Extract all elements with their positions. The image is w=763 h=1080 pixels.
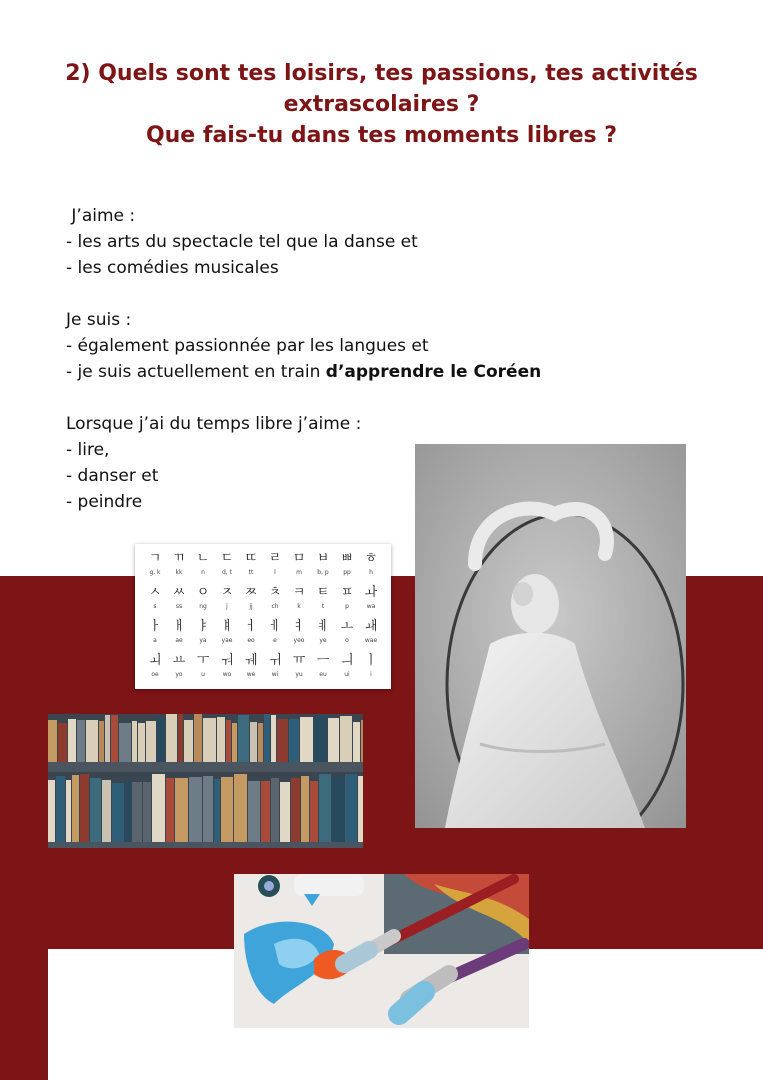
hangul-char: ㅚ — [148, 653, 162, 668]
red-band-left-strip — [0, 949, 48, 1080]
hangul-romanization: e — [273, 637, 277, 644]
book-spine — [112, 783, 124, 842]
hangul-char: ㅐ — [172, 619, 186, 634]
book-spine — [203, 776, 213, 842]
hangul-char: ㄲ — [172, 551, 186, 566]
hangul-char: ㅃ — [340, 551, 354, 566]
book-spine — [119, 723, 131, 762]
book-spine — [277, 719, 288, 762]
book-spine — [56, 776, 65, 842]
book-spine — [361, 720, 363, 762]
book-spine — [157, 717, 165, 762]
hangul-char: ㅡ — [316, 653, 330, 668]
dancer-photo — [415, 444, 686, 828]
book-spine — [48, 780, 55, 842]
book-spine — [77, 720, 85, 762]
book-spine — [301, 776, 309, 842]
hangul-romanization: ch — [271, 603, 279, 610]
book-spine — [234, 774, 247, 842]
books-photo — [48, 714, 363, 848]
hangul-char: ㅗ — [340, 619, 354, 634]
hangul-romanization: g, k — [149, 569, 161, 576]
book-spine — [68, 719, 76, 762]
hangul-char: ㅉ — [244, 585, 258, 600]
hangul-char: ㅆ — [172, 585, 186, 600]
hangul-romanization: ui — [344, 671, 350, 678]
book-spine — [214, 779, 220, 842]
book-spine — [345, 774, 357, 842]
hangul-chart — [135, 544, 391, 689]
book-spine — [189, 777, 202, 842]
hangul-romanization: ye — [319, 637, 327, 644]
hangul-char: ㅑ — [196, 619, 210, 634]
book-spine — [111, 715, 118, 762]
book-spine — [332, 777, 344, 842]
hangul-char: ㅟ — [268, 653, 282, 668]
hangul-char: ㅒ — [220, 619, 234, 634]
hangul-romanization: yae — [221, 637, 233, 644]
book-spine — [203, 718, 216, 762]
hangul-char: ㄸ — [244, 551, 258, 566]
hangul-romanization: m — [296, 569, 302, 576]
book-spine — [194, 714, 202, 762]
book-spine — [264, 714, 270, 762]
hangul-char: ㅂ — [316, 551, 330, 566]
title-line-1: 2) Quels sont tes loisirs, tes passions, tes activités — [65, 61, 698, 86]
section3-item-2: - danser et — [66, 466, 159, 486]
hangul-romanization: l — [274, 569, 276, 576]
book-spine — [86, 720, 98, 762]
hangul-char: ㅛ — [172, 653, 186, 668]
book-spine — [102, 780, 111, 842]
hangul-char: ㅏ — [148, 619, 162, 634]
hangul-char: ㅌ — [316, 585, 330, 600]
hangul-char: ㅝ — [220, 653, 234, 668]
hangul-romanization: k — [297, 603, 301, 610]
book-spine — [132, 782, 142, 842]
hangul-char: ㅜ — [196, 653, 210, 668]
book-spine — [184, 720, 193, 762]
hangul-romanization: eo — [247, 637, 255, 644]
hangul-char: ㅞ — [244, 653, 258, 668]
hangul-romanization: we — [246, 671, 256, 678]
book-spine — [221, 777, 233, 842]
book-spine — [258, 723, 263, 762]
book-spine — [152, 774, 165, 842]
hangul-char: ㅘ — [364, 585, 378, 600]
section2-heading: Je suis : — [66, 310, 132, 330]
section3-heading: Lorsque j’ai du temps libre j’aime : — [66, 414, 362, 434]
hangul-char: ㅁ — [292, 551, 306, 566]
hangul-romanization: yu — [295, 671, 303, 678]
hangul-romanization: oe — [151, 671, 159, 678]
hangul-char: ㅈ — [220, 585, 234, 600]
section2-item-2 — [66, 359, 626, 385]
hangul-char: ㅎ — [364, 551, 378, 566]
title-line-2: extrascolaires ? — [283, 92, 480, 117]
book-spine — [132, 721, 137, 762]
book-spine — [175, 778, 188, 842]
hangul-romanization: p — [345, 603, 349, 610]
hangul-romanization: ya — [199, 637, 207, 644]
book-spine — [146, 721, 156, 762]
section2-item-2-bold: d’apprendre le Coréen — [325, 362, 542, 382]
hangul-char: ㅔ — [268, 619, 282, 634]
book-spine — [248, 781, 260, 842]
hangul-romanization: yeo — [293, 637, 305, 644]
title-line-3: Que fais-tu dans tes moments libres ? — [145, 123, 618, 148]
book-spine — [99, 721, 104, 762]
hangul-romanization: u — [201, 671, 205, 678]
hangul-romanization: s — [153, 603, 157, 610]
book-spine — [48, 720, 57, 762]
book-spine — [353, 722, 360, 762]
hangul-romanization: ss — [175, 603, 183, 610]
book-spine — [143, 782, 151, 842]
hangul-char: ㅖ — [316, 619, 330, 634]
book-spine — [340, 716, 352, 762]
book-spine — [261, 781, 270, 842]
book-spine — [125, 780, 131, 842]
section1-item-1: - les arts du spectacle tel que la danse et — [66, 232, 418, 252]
book-spine — [310, 781, 318, 842]
book-spine — [58, 723, 67, 762]
hangul-char: ㅊ — [268, 585, 282, 600]
hangul-char: ㅣ — [364, 653, 378, 668]
book-spine — [166, 778, 174, 842]
hangul-char: ㄱ — [148, 551, 162, 566]
book-spine — [166, 714, 177, 762]
hangul-romanization: tt — [248, 569, 254, 576]
hangul-romanization: wa — [366, 603, 376, 610]
section2-item-1: - également passionnée par les langues et — [66, 336, 429, 356]
book-spine — [238, 715, 249, 762]
book-spine — [271, 715, 276, 762]
hangul-romanization: b, p — [317, 569, 329, 576]
hangul-romanization: t — [321, 603, 325, 610]
hangul-char: ㄹ — [268, 551, 282, 566]
hangul-char: ㅙ — [364, 619, 378, 634]
paint-photo — [234, 874, 529, 1028]
section1-item-2: - les comédies musicales — [66, 258, 279, 278]
book-spine — [291, 778, 300, 842]
book-spine — [90, 778, 101, 842]
book-spine — [72, 775, 79, 842]
hangul-char: ㅍ — [340, 585, 354, 600]
hangul-romanization: eu — [319, 671, 327, 678]
book-spine — [358, 776, 363, 842]
book-spine — [232, 723, 237, 762]
section3-item-1: - lire, — [66, 440, 110, 460]
book-spine — [300, 717, 313, 762]
hangul-romanization: i — [370, 671, 372, 678]
hangul-char: ㅕ — [292, 619, 306, 634]
hangul-char: ㅇ — [196, 585, 210, 600]
section2-item-2-text: - je suis actuellement en train — [66, 362, 326, 382]
hangul-romanization: wo — [222, 671, 232, 678]
hangul-romanization: h — [369, 569, 373, 576]
hangul-romanization: wi — [271, 671, 279, 678]
section1-heading: J’aime : — [66, 206, 136, 226]
bookshelf — [48, 714, 363, 848]
book-spine — [178, 714, 183, 762]
book-spine — [105, 715, 110, 762]
hangul-char: ㅋ — [292, 585, 306, 600]
hangul-romanization: pp — [343, 569, 351, 576]
hangul-char: ㅅ — [148, 585, 162, 600]
hangul-romanization: yo — [175, 671, 183, 678]
hangul-char: ㅠ — [292, 653, 306, 668]
hangul-chart-image — [135, 544, 391, 689]
hangul-romanization: j — [226, 603, 228, 610]
book-spine — [319, 774, 331, 842]
book-spine — [80, 774, 89, 842]
hangul-romanization: ng — [199, 603, 207, 610]
hangul-romanization: d, t — [222, 569, 232, 576]
book-spine — [328, 718, 339, 762]
hangul-romanization: wae — [364, 637, 378, 644]
hangul-romanization: jj — [249, 603, 253, 610]
hangul-char: ㅢ — [340, 653, 354, 668]
hangul-romanization: n — [201, 569, 205, 576]
book-spine — [66, 780, 71, 842]
book-spine — [226, 720, 231, 762]
hangul-romanization: o — [345, 637, 349, 644]
hangul-romanization: kk — [175, 569, 183, 576]
book-spine — [289, 719, 299, 762]
book-spine — [314, 716, 327, 762]
hangul-char: ㅓ — [244, 619, 258, 634]
book-spine — [271, 778, 279, 842]
hangul-char: ㄴ — [196, 551, 210, 566]
book-spine — [250, 722, 257, 762]
book-spine — [138, 723, 145, 762]
book-spine — [217, 717, 225, 762]
hangul-romanization: ae — [175, 637, 183, 644]
hangul-char: ㄷ — [220, 551, 234, 566]
section3-item-3: - peindre — [66, 492, 143, 512]
page-title — [40, 58, 723, 151]
shelf-board — [48, 842, 363, 848]
hangul-romanization: a — [153, 637, 157, 644]
book-spine — [280, 782, 290, 842]
shelf-board — [48, 762, 363, 772]
